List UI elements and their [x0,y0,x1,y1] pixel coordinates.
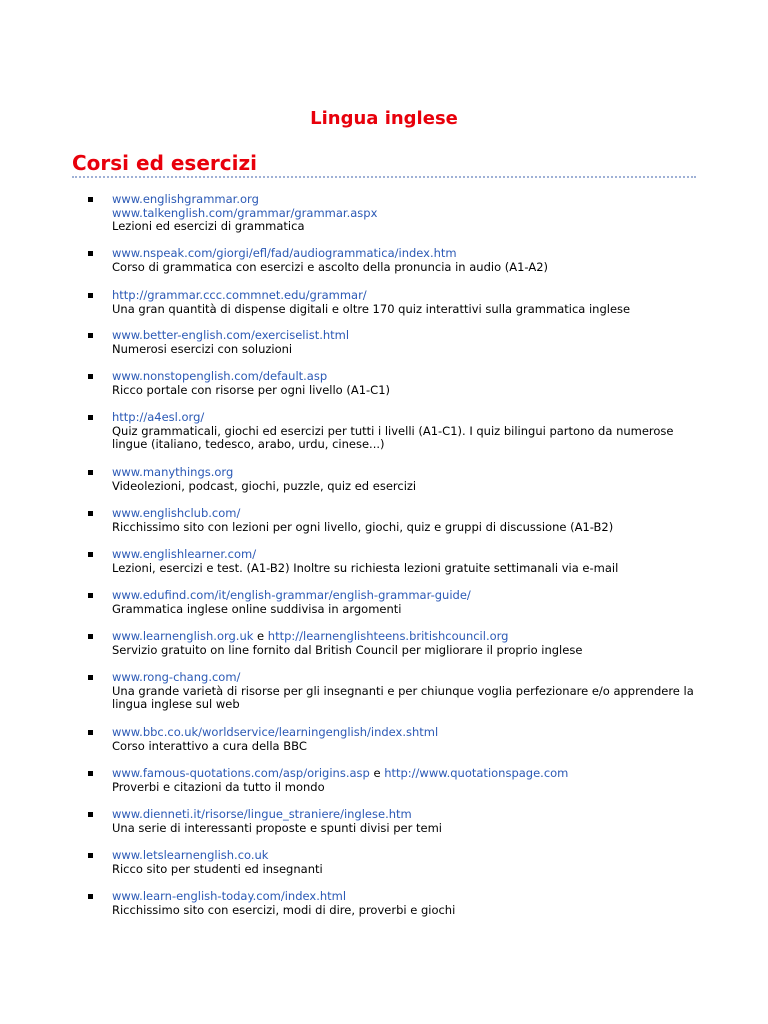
resource-link[interactable]: www.manythings.org [112,465,234,479]
list-item-body [112,548,712,575]
resource-description: Ricchissimo sito con esercizi, modi di dire, proverbi e giochi [112,902,456,917]
resource-description: Corso interattivo a cura della BBC [112,738,307,753]
bullet-icon [88,771,93,776]
dotted-divider [72,176,696,178]
resource-description: Lezioni, esercizi e test. (A1-B2) Inoltre su richiesta lezioni gratuite settimanali via e-mail [112,560,619,575]
list-item-body [112,466,712,493]
resource-description: Ricchissimo sito con lezioni per ogni livello, giochi, quiz e gruppi di discussione (A1-B2) [112,519,614,534]
resource-description: Servizio gratuito on line fornito dal British Council per migliorare il proprio inglese [112,642,583,657]
resource-description: Videolezioni, podcast, giochi, puzzle, quiz ed esercizi [112,478,417,493]
resource-link[interactable]: www.englishclub.com/ [112,506,241,520]
bullet-icon [88,415,93,420]
list-item-body [112,411,712,452]
list-item-body [112,370,712,397]
resource-link[interactable]: www.edufind.com/it/english-grammar/english-grammar-guide/ [112,588,471,602]
list-item-body [112,808,712,835]
resource-link[interactable]: www.letslearnenglish.co.uk [112,848,269,862]
bullet-icon [88,894,93,899]
bullet-icon [88,293,93,298]
list-item-body [112,849,712,876]
list-item-body [112,671,712,712]
resource-description: Una grande varietà di risorse per gli insegnanti e per chiunque voglia perfezionare e/o apprendere la lingua inglese sul web [112,683,694,711]
bullet-icon [88,552,93,557]
list-item-body [112,630,712,657]
resource-link[interactable]: www.better-english.com/exerciselist.html [112,328,350,342]
bullet-icon [88,675,93,680]
resource-link[interactable]: www.rong-chang.com/ [112,670,241,684]
page-title: Lingua inglese [310,108,458,129]
resource-link[interactable]: www.learn-english-today.com/index.html [112,889,347,903]
bullet-icon [88,197,93,202]
list-item-body [112,890,712,917]
resource-description: Proverbi e citazioni da tutto il mondo [112,779,325,794]
bullet-icon [88,730,93,735]
bullet-icon [88,812,93,817]
bullet-icon [88,853,93,858]
bullet-icon [88,374,93,379]
list-item-body [112,726,712,753]
resource-link[interactable]: www.nonstopenglish.com/default.asp [112,369,328,383]
resource-link[interactable]: http://learnenglishteens.britishcouncil.org [267,629,509,643]
section-title: Corsi ed esercizi [72,151,257,175]
resource-link[interactable]: www.englishlearner.com/ [112,547,257,561]
list-item-body [112,329,712,356]
resource-description: Una serie di interessanti proposte e spunti divisi per temi [112,820,442,835]
bullet-icon [88,634,93,639]
resource-link[interactable]: www.famous-quotations.com/asp/origins.asp [112,766,370,780]
list-item-body [112,589,712,616]
resource-link[interactable]: www.talkenglish.com/grammar/grammar.aspx [112,205,378,220]
resource-description: Lezioni ed esercizi di grammatica [112,219,305,233]
resource-link[interactable]: http://grammar.ccc.commnet.edu/grammar/ [112,288,367,302]
resource-link[interactable]: www.englishgrammar.org [112,192,259,206]
resource-link[interactable]: http://a4esl.org/ [112,410,205,424]
list-item-body [112,193,712,234]
resource-link[interactable]: www.learnenglish.org.uk [112,629,254,643]
list-item-body [112,507,712,534]
resource-description: Corso di grammatica con esercizi e ascolto della pronuncia in audio (A1-A2) [112,259,548,274]
resource-description: Ricco sito per studenti ed insegnanti [112,861,323,876]
resource-description: Grammatica inglese online suddivisa in argomenti [112,601,402,616]
bullet-icon [88,251,93,256]
list-item-body [112,289,712,316]
link-joiner: e [253,629,268,643]
bullet-icon [88,593,93,598]
link-joiner: e [369,766,385,780]
bullet-icon [88,511,93,516]
bullet-icon [88,470,93,475]
bullet-icon [88,333,93,338]
resource-link[interactable]: www.nspeak.com/giorgi/efl/fad/audiogrammatica/index.htm [112,246,457,260]
resource-description: Numerosi esercizi con soluzioni [112,341,293,356]
resource-description: Quiz grammaticali, giochi ed esercizi per tutti i livelli (A1-C1). I quiz bilingui partono da numerose lingue (italiano, tedesco, arabo, urdu, cinese...) [112,423,674,451]
list-item-body [112,767,712,794]
list-item-body [112,247,712,274]
resource-link[interactable]: http://www.quotationspage.com [384,766,569,780]
resource-link[interactable]: www.bbc.co.uk/worldservice/learningenglish/index.shtml [112,725,439,739]
resource-link[interactable]: www.dienneti.it/risorse/lingue_straniere/inglese.htm [112,807,412,821]
resource-description: Una gran quantità di dispense digitali e oltre 170 quiz interattivi sulla grammatica inglese [112,301,631,316]
resource-description: Ricco portale con risorse per ogni livello (A1-C1) [112,382,391,397]
